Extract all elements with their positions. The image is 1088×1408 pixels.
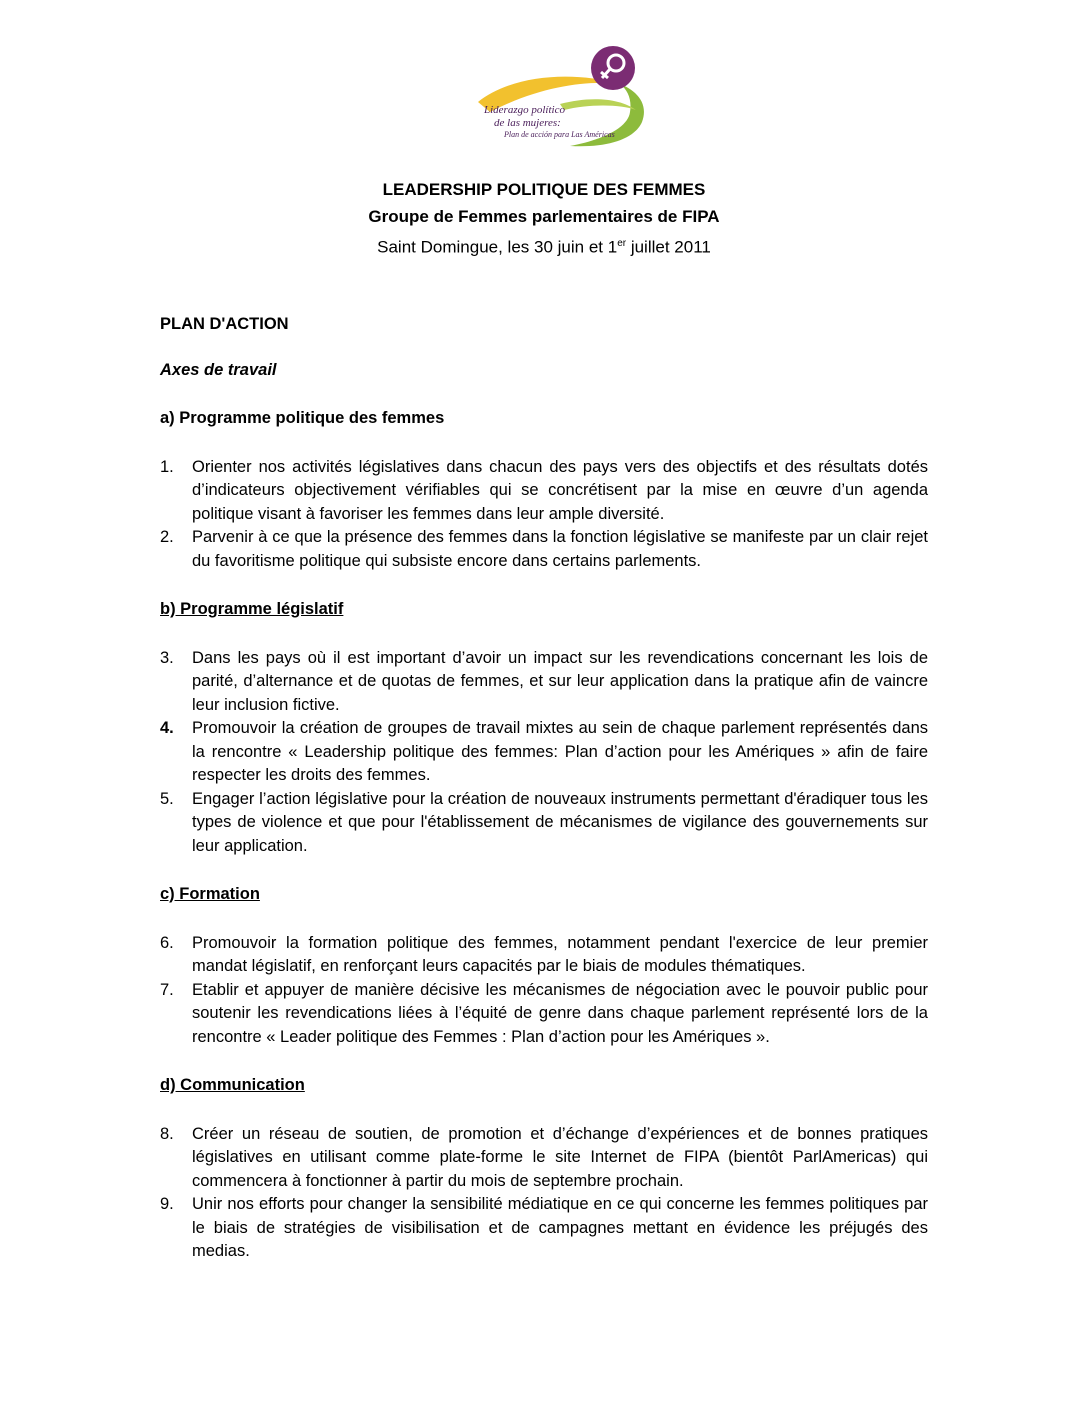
logo-text-line1: Liderazgo político — [484, 104, 565, 116]
section-list-b — [160, 647, 928, 859]
section-heading-a: a) Programme politique des femmes — [160, 409, 445, 427]
list-item-number: 2. — [160, 528, 174, 546]
list-item-text: Engager l’action législative pour la création de nouveaux instruments permettant d'éradiquer tous les types de violence et que pour l'établissement de mécanismes de vigilance des gouvernements sur leur application. — [192, 789, 928, 855]
section-list-d — [160, 1123, 928, 1264]
list-item-text: Promouvoir la création de groupes de travail mixtes au sein de chaque parlement représentés dans la rencontre « Leadership politique des femmes: Plan d’action pour les Amériques » afin de faire respecter les droits des femmes. — [192, 719, 928, 784]
logo-text-line3: Plan de acción para Las Américas — [504, 130, 615, 139]
section-list-c — [160, 932, 928, 1050]
document-header — [0, 176, 1088, 261]
document-body — [160, 313, 928, 1264]
list-item-number: 3. — [160, 648, 174, 667]
list-item-text: Orienter nos activités législatives dans chacun des pays vers des objectifs et des résultats dotés d’indicateurs objectivement vérifiables qui se concrétisent par la mise en œuvre d’un agenda politique visant à favoriser les femmes dans leur ample diversité. — [192, 457, 928, 523]
list-item — [160, 456, 928, 527]
list-item-number: 4. — [160, 719, 174, 737]
list-item-number: 7. — [160, 980, 174, 999]
logo-text-line2: de las mujeres: — [494, 117, 561, 129]
list-item-text: Unir nos efforts pour changer la sensibilité médiatique en ce qui concerne les femmes politiques par le biais de stratégies de visibilisation et de campagnes mettant en évidence les préjugés des medias. — [192, 1195, 928, 1260]
list-item-text: Parvenir à ce que la présence des femmes dans la fonction législative se manifeste par un clair rejet du favoritisme politique qui subsiste encore dans certains parlements. — [192, 528, 928, 570]
document-title: LEADERSHIP POLITIQUE DES FEMMES — [382, 180, 706, 199]
place-date-suffix: juillet 2011 — [626, 237, 711, 257]
list-item — [160, 788, 928, 859]
list-item — [160, 526, 928, 573]
list-item-text: Etablir et appuyer de manière décisive les mécanismes de négociation avec le pouvoir public pour soutenir les revendications liées à l’équité de genre dans chaque parlement représenté lors de la rencontre « Leader politique des Femmes : Plan d’action pour les Amériques ». — [192, 980, 928, 1046]
section-heading-d: d) Communication — [160, 1076, 305, 1094]
list-item — [160, 1193, 928, 1264]
place-date-prefix: Saint Domingue, les 30 juin et 1 — [377, 237, 618, 257]
list-item-text: Créer un réseau de soutien, de promotion et d’échange d’expériences et de bonnes pratiques législatives en utilisant comme plate-forme le site Internet de FIPA (bientôt ParlAmericas) qui commencera à fonctionner à partir du mois de septembre prochain. — [192, 1124, 928, 1190]
list-item — [160, 1123, 928, 1194]
list-item-number: 1. — [160, 457, 174, 476]
logo — [470, 40, 660, 150]
list-item-text: Promouvoir la formation politique des femmes, notamment pendant l'exercice de leur premier mandat législatif, en renforçant leurs capacités par le biais de modules thématiques. — [192, 933, 928, 975]
document-subtitle: Groupe de Femmes parlementaires de FIPA — [368, 207, 720, 226]
section-list-a — [160, 456, 928, 574]
list-item-number: 5. — [160, 789, 174, 808]
list-item — [160, 717, 928, 788]
list-item — [160, 979, 928, 1050]
axes-heading: Axes de travail — [160, 360, 277, 379]
list-item-text: Dans les pays où il est important d’avoir un impact sur les revendications concernant les lois de parité, d’alternance et de quotas de femmes, et sur leur application dans la pratique afin de vaincre leur inclusion fictive. — [192, 648, 928, 714]
list-item-number: 6. — [160, 933, 174, 952]
list-item — [160, 647, 928, 718]
list-item — [160, 932, 928, 979]
section-heading-b: b) Programme législatif — [160, 600, 344, 618]
place-date-superscript: er — [617, 238, 627, 249]
list-item-number: 9. — [160, 1195, 174, 1213]
plan-heading: PLAN D'ACTION — [160, 315, 289, 333]
list-item-number: 8. — [160, 1124, 174, 1143]
section-heading-c: c) Formation — [160, 885, 260, 903]
place-date — [0, 230, 1088, 261]
